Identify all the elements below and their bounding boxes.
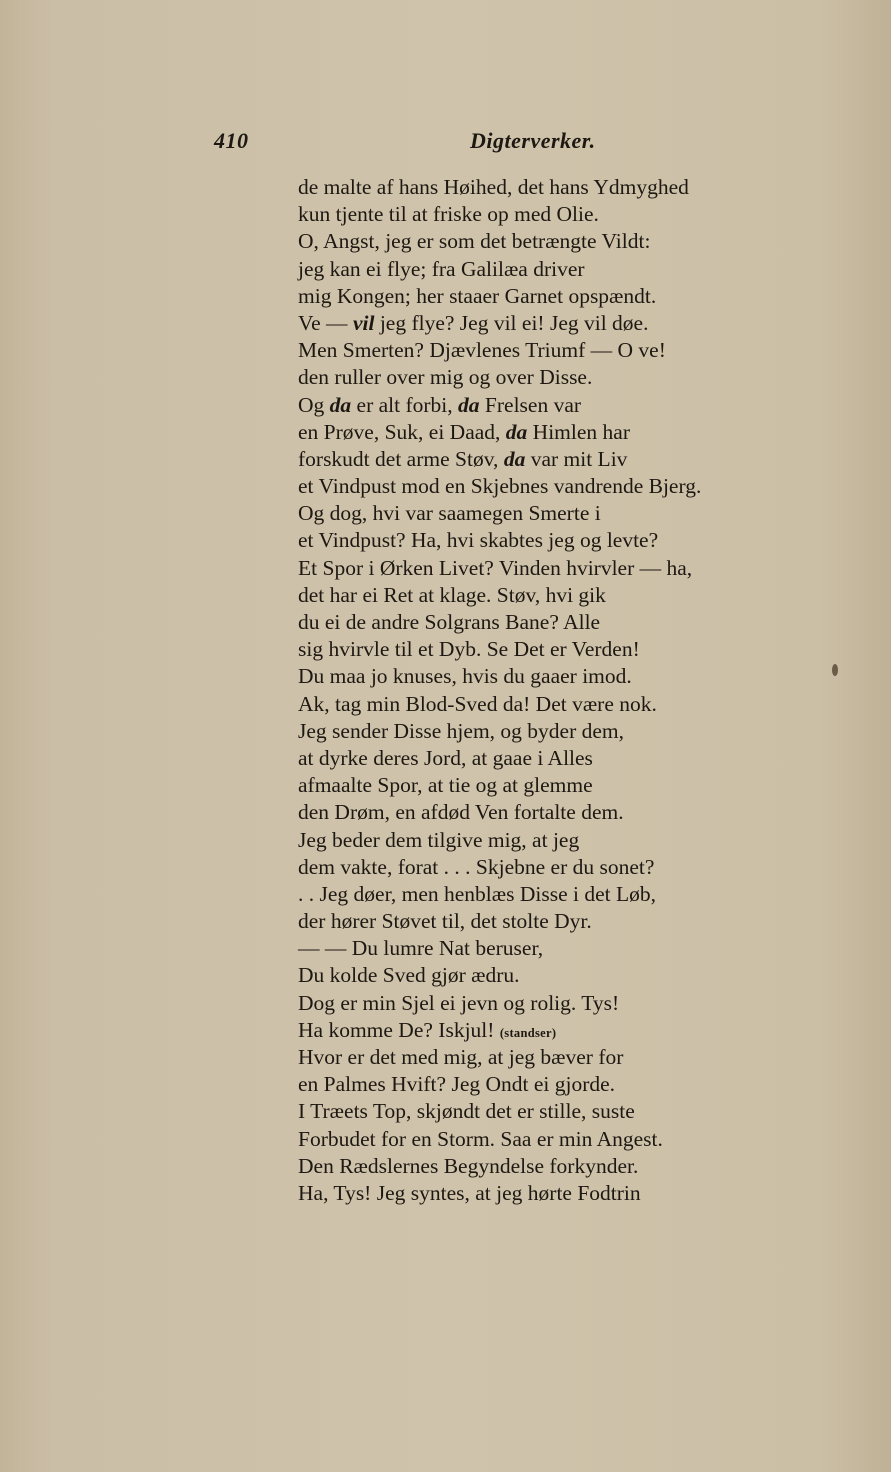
verse-text: Hvor er det med mig, at jeg bæver for: [298, 1045, 624, 1069]
verse-text: er alt forbi,: [351, 392, 459, 417]
verse-line: [298, 582, 818, 609]
verse-text: et Vindpust? Ha, hvi skabtes jeg og levte?: [298, 528, 659, 553]
verse-text: Jeg beder dem tilgive mig, at jeg: [298, 827, 580, 852]
verse-text: forskudt det arme Støv,: [298, 446, 504, 471]
verse-line: [298, 446, 818, 473]
page-number: 410: [214, 128, 249, 153]
verse-line: [298, 527, 818, 554]
verse-text: O, Angst, jeg er som det betrængte Vildt:: [298, 229, 651, 254]
verse-line: [298, 1044, 818, 1071]
verse-line: [298, 310, 818, 337]
verse-line: [298, 854, 818, 881]
emphasized-word: da: [458, 392, 480, 417]
verse-line: [298, 256, 818, 283]
verse-line: [298, 1098, 818, 1125]
verse-line: [298, 772, 818, 799]
verse-line: [298, 609, 818, 636]
verse-text: Himlen har: [527, 419, 630, 444]
verse-line: [298, 827, 818, 854]
verse-text: Dog er min Sjel ei jevn og rolig. Tys!: [298, 990, 620, 1015]
verse-line: [298, 962, 818, 989]
verse-text: Forbudet for en Storm. Saa er min Angest.: [298, 1126, 663, 1151]
verse-line: [298, 174, 818, 201]
running-title: Digterverker.: [470, 128, 596, 153]
verse-line: [298, 718, 818, 745]
verse-line: [298, 1180, 818, 1207]
verse-text: et Vindpust mod en Skjebnes vandrende Bjerg.: [298, 474, 702, 499]
verse-text: der hører Støvet til, det stolte Dyr.: [298, 909, 592, 934]
verse-text: Den Rædslernes Begyndelse forkynder.: [298, 1153, 639, 1178]
verse-line: [298, 228, 818, 255]
paper-speck: [832, 664, 838, 676]
verse-text: en Prøve, Suk, ei Daad,: [298, 419, 506, 444]
verse-line: [298, 473, 818, 500]
verse-line: [298, 419, 818, 446]
verse-text: Ve —: [298, 310, 353, 335]
verse-line: [298, 1017, 818, 1044]
verse-line: [298, 337, 818, 364]
verse-text: . . Jeg døer, men henblæs Disse i det Løb,: [298, 881, 657, 906]
verse-text: den ruller over mig og over Disse.: [298, 365, 593, 390]
verse-line: [298, 663, 818, 690]
verse-line: [298, 1153, 818, 1180]
verse-text: Ak, tag min Blod-Sved da! Det være nok.: [298, 691, 657, 716]
verse-line: [298, 990, 818, 1017]
verse-line: [298, 364, 818, 391]
verse-line: [298, 283, 818, 310]
verse-line: [298, 636, 818, 663]
verse-text: Jeg sender Disse hjem, og byder dem,: [298, 718, 625, 743]
verse-text: I Træets Top, skjøndt det er stille, suste: [298, 1099, 635, 1124]
verse-block: [298, 174, 818, 1207]
stage-direction: (standser): [499, 1025, 557, 1040]
verse-text: sig hvirvle til et Dyb. Se Det er Verden!: [298, 637, 640, 662]
verse-text: Ha, Tys! Jeg syntes, at jeg hørte Fodtrin: [298, 1180, 641, 1205]
emphasized-word: da: [329, 392, 352, 417]
verse-text: du ei de andre Solgrans Bane? Alle: [298, 610, 601, 634]
verse-line: [298, 1126, 818, 1153]
emphasized-word: da: [503, 446, 526, 471]
verse-text: Ha komme De? Iskjul!: [298, 1017, 500, 1042]
verse-text: Men Smerten? Djævlenes Triumf — O ve!: [298, 338, 666, 363]
emphasized-word: da: [505, 419, 528, 444]
verse-text: mig Kongen; her staaer Garnet opspændt.: [298, 283, 657, 308]
verse-text: Frelsen var: [479, 392, 582, 417]
verse-text: den Drøm, en afdød Ven fortalte dem.: [298, 800, 624, 825]
verse-line: [298, 935, 818, 962]
verse-line: [298, 745, 818, 772]
verse-line: [298, 500, 818, 527]
verse-text: — — Du lumre Nat beruser,: [298, 936, 544, 961]
verse-text: det har ei Ret at klage. Støv, hvi gik: [298, 582, 606, 607]
verse-line: [298, 691, 818, 718]
verse-line: [298, 1071, 818, 1098]
verse-text: en Palmes Hvift? Jeg Ondt ei gjorde.: [298, 1072, 616, 1097]
verse-text: Du maa jo knuses, hvis du gaaer imod.: [298, 664, 632, 689]
verse-text: afmaalte Spor, at tie og at glemme: [298, 773, 593, 798]
verse-text: de malte af hans Høihed, det hans Ydmyghed: [298, 175, 689, 199]
verse-text: Og: [298, 392, 330, 417]
verse-text: jeg kan ei flye; fra Galilæa driver: [298, 256, 585, 281]
verse-line: [298, 201, 818, 228]
verse-line: [298, 799, 818, 826]
emphasized-word: vil: [352, 310, 375, 335]
verse-text: var mit Liv: [525, 446, 628, 471]
verse-text: dem vakte, forat . . . Skjebne er du sonet?: [298, 854, 655, 879]
verse-text: at dyrke deres Jord, at gaae i Alles: [298, 745, 593, 770]
verse-line: [298, 392, 818, 419]
verse-text: kun tjente til at friske op med Olie.: [298, 202, 599, 227]
verse-text: Et Spor i Ørken Livet? Vinden hvirvler — ha,: [298, 555, 693, 580]
verse-text: Du kolde Sved gjør ædru.: [298, 963, 520, 988]
verse-text: Og dog, hvi var saamegen Smerte i: [298, 501, 601, 526]
verse-text: jeg flye? Jeg vil ei! Jeg vil døe.: [374, 310, 649, 335]
verse-line: [298, 881, 818, 908]
verse-line: [298, 908, 818, 935]
verse-line: [298, 555, 818, 582]
